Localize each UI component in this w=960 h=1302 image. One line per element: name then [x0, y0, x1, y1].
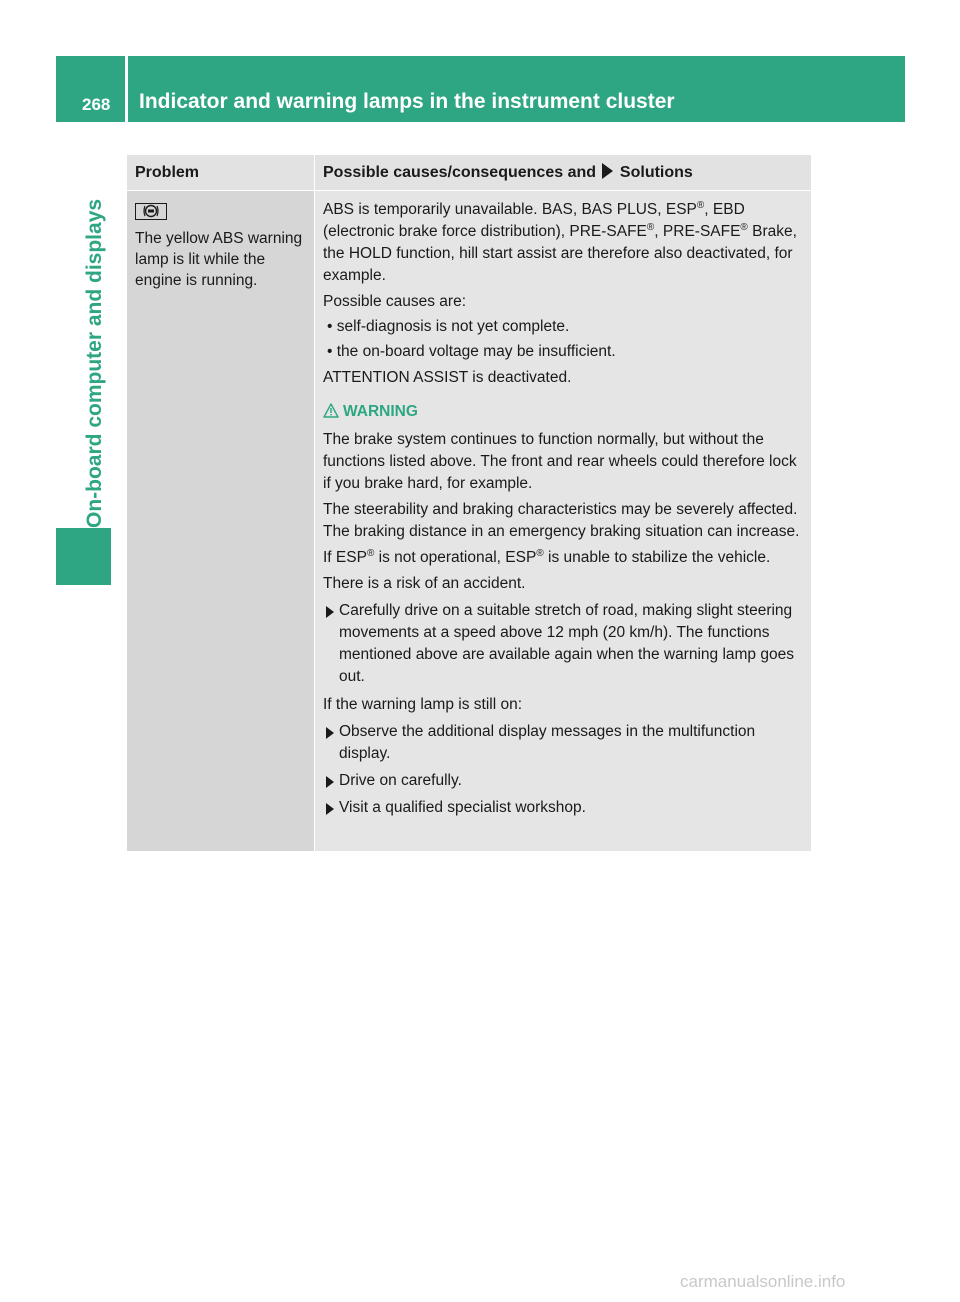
column-header-solutions [315, 155, 811, 190]
play-arrow-icon [602, 163, 613, 179]
column-header-causes: Possible causes/consequences and [323, 164, 597, 181]
column-header-problem: Problem [127, 155, 314, 190]
instruction-step: Observe the additional display messages in the multifunction display. [323, 721, 805, 765]
step-arrow-icon [326, 776, 334, 788]
step-arrow-icon [326, 606, 334, 618]
step-arrow-icon [326, 803, 334, 815]
instruction-step: Carefully drive on a suitable stretch of road, making slight steering movements at a speed above 12 mph (20 km/h). The functions mentioned above are available again when the warning lamp goes out. [323, 600, 805, 688]
side-tab-marker [56, 528, 111, 585]
warning-label: WARNING [343, 403, 418, 420]
solutions-cell [315, 191, 811, 851]
watermark: carmanualsonline.info [680, 1272, 846, 1291]
warning-paragraph: The brake system continues to function normally, but without the functions listed above. The front and rear wheels could therefore lock if you brake hard, for example. [323, 431, 797, 492]
possible-causes-text: Possible causes are: [323, 293, 467, 310]
page-title: Indicator and warning lamps in the instrument cluster [139, 90, 675, 113]
still-on-text: If the warning lamp is still on: [323, 696, 523, 713]
side-tab-label: On-board computer and displays [83, 198, 106, 528]
step-arrow-icon [326, 727, 334, 739]
instruction-step: Drive on carefully. [323, 770, 805, 792]
problem-cell [127, 191, 314, 851]
problem-text: The yellow ABS warning lamp is lit while the engine is running. [135, 230, 303, 289]
warning-paragraph: The steerability and braking characteristics may be severely affected. The braking distance in an emergency braking situation can increase. [323, 501, 800, 540]
bullet-item: • self-diagnosis is not yet complete. [327, 318, 570, 335]
page-number: 268 [82, 95, 111, 114]
warning-triangle-icon [323, 403, 339, 418]
abs-warning-lamp-icon [135, 203, 167, 220]
header-separator [125, 56, 128, 122]
warning-heading [323, 401, 805, 423]
lamp-table [127, 155, 811, 851]
warning-paragraph: There is a risk of an accident. [323, 575, 526, 592]
column-header-solutions-label: Solutions [619, 164, 693, 181]
warning-paragraph: If ESP® is not operational, ESP® is unable to stabilize the vehicle. [323, 547, 771, 566]
attention-assist-text: ATTENTION ASSIST is deactivated. [323, 369, 572, 386]
abs-unavailable-text: ABS is temporarily unavailable. BAS, BAS PLUS, ESP®, EBD (electronic brake force distribution), PRE-SAFE®, PRE-SAFE® Brake, the HOLD function, hill start assist are therefore also deactivated, for example. [323, 199, 797, 284]
bullet-item: • the on-board voltage may be insufficient. [327, 343, 616, 360]
instruction-step: Visit a qualified specialist workshop. [323, 797, 805, 819]
